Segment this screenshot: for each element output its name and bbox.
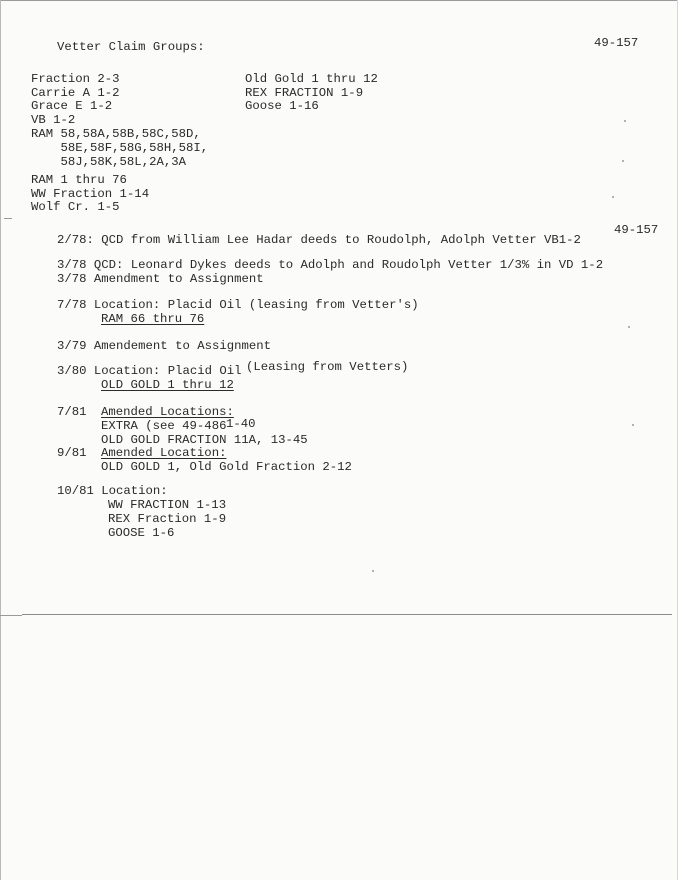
fold-line-edge bbox=[0, 615, 22, 616]
claim-item: RAM 58,58A,58B,58C,58D, bbox=[31, 127, 201, 141]
history-entry: 3/78 QCD: Leonard Dykes deeds to Adolph and Roudolph Vetter 1/3% in VD 1-2 bbox=[57, 258, 604, 272]
scan-speck bbox=[612, 196, 614, 198]
claim-item: Fraction 2-3 bbox=[31, 72, 120, 86]
scan-speck bbox=[628, 326, 630, 328]
claim-item: RAM 1 thru 76 bbox=[31, 173, 127, 187]
history-sub-entry: 1-40 bbox=[226, 417, 256, 431]
margin-tick bbox=[4, 218, 12, 219]
history-entry: 2/78: QCD from William Lee Hadar deeds to Roudolph, Adolph Vetter VB1-2 bbox=[57, 233, 581, 247]
claim-item: REX FRACTION 1-9 bbox=[245, 86, 364, 100]
scan-speck bbox=[622, 160, 624, 162]
history-sub-entry: OLD GOLD 1, Old Gold Fraction 2-12 bbox=[101, 460, 352, 474]
claim-item: 58E,58F,58G,58H,58I, bbox=[31, 141, 209, 155]
history-entry-date: 9/81 bbox=[57, 446, 87, 460]
page-edge-top bbox=[0, 0, 678, 1]
history-entry: 7/78 Location: Placid Oil (leasing from Vetter's) bbox=[57, 298, 419, 312]
page-title: Vetter Claim Groups: bbox=[57, 40, 205, 54]
history-entry: Amended Locations: bbox=[101, 405, 234, 419]
claim-item: Grace E 1-2 bbox=[31, 99, 113, 113]
document-number-mid: 49-157 bbox=[614, 223, 659, 237]
history-sub-entry: REX Fraction 1-9 bbox=[108, 512, 227, 526]
history-sub-entry: WW FRACTION 1-13 bbox=[108, 498, 227, 512]
claim-item: Goose 1-16 bbox=[245, 99, 319, 113]
claim-item: 58J,58K,58L,2A,3A bbox=[31, 155, 186, 169]
claim-item: WW Fraction 1-14 bbox=[31, 187, 150, 201]
claim-item: Wolf Cr. 1-5 bbox=[31, 200, 120, 214]
history-sub-entry: OLD GOLD FRACTION 11A, 13-45 bbox=[101, 433, 308, 447]
scan-speck bbox=[624, 120, 626, 122]
document-number-top: 49-157 bbox=[594, 36, 639, 50]
history-entry: 3/80 Location: Placid Oil bbox=[57, 364, 242, 378]
claim-item: VB 1-2 bbox=[31, 113, 76, 127]
history-entry-note: (Leasing from Vetters) bbox=[246, 360, 409, 374]
history-entry: 3/78 Amendment to Assignment bbox=[57, 272, 264, 286]
claim-item: Carrie A 1-2 bbox=[31, 86, 120, 100]
history-entry-date: 7/81 bbox=[57, 405, 87, 419]
history-sub-entry: GOOSE 1-6 bbox=[108, 526, 175, 540]
history-sub-entry: RAM 66 thru 76 bbox=[101, 312, 205, 326]
scan-speck bbox=[372, 570, 374, 572]
history-sub-entry: EXTRA (see 49-486 bbox=[101, 419, 227, 433]
history-sub-entry: OLD GOLD 1 thru 12 bbox=[101, 378, 234, 392]
history-entry: Amended Location: bbox=[101, 446, 227, 460]
fold-line bbox=[22, 614, 672, 615]
page-edge-left bbox=[0, 0, 1, 880]
scan-speck bbox=[632, 424, 634, 426]
history-entry: 3/79 Amendement to Assignment bbox=[57, 339, 272, 353]
history-entry: 10/81 Location: bbox=[57, 484, 168, 498]
claim-item: Old Gold 1 thru 12 bbox=[245, 72, 378, 86]
